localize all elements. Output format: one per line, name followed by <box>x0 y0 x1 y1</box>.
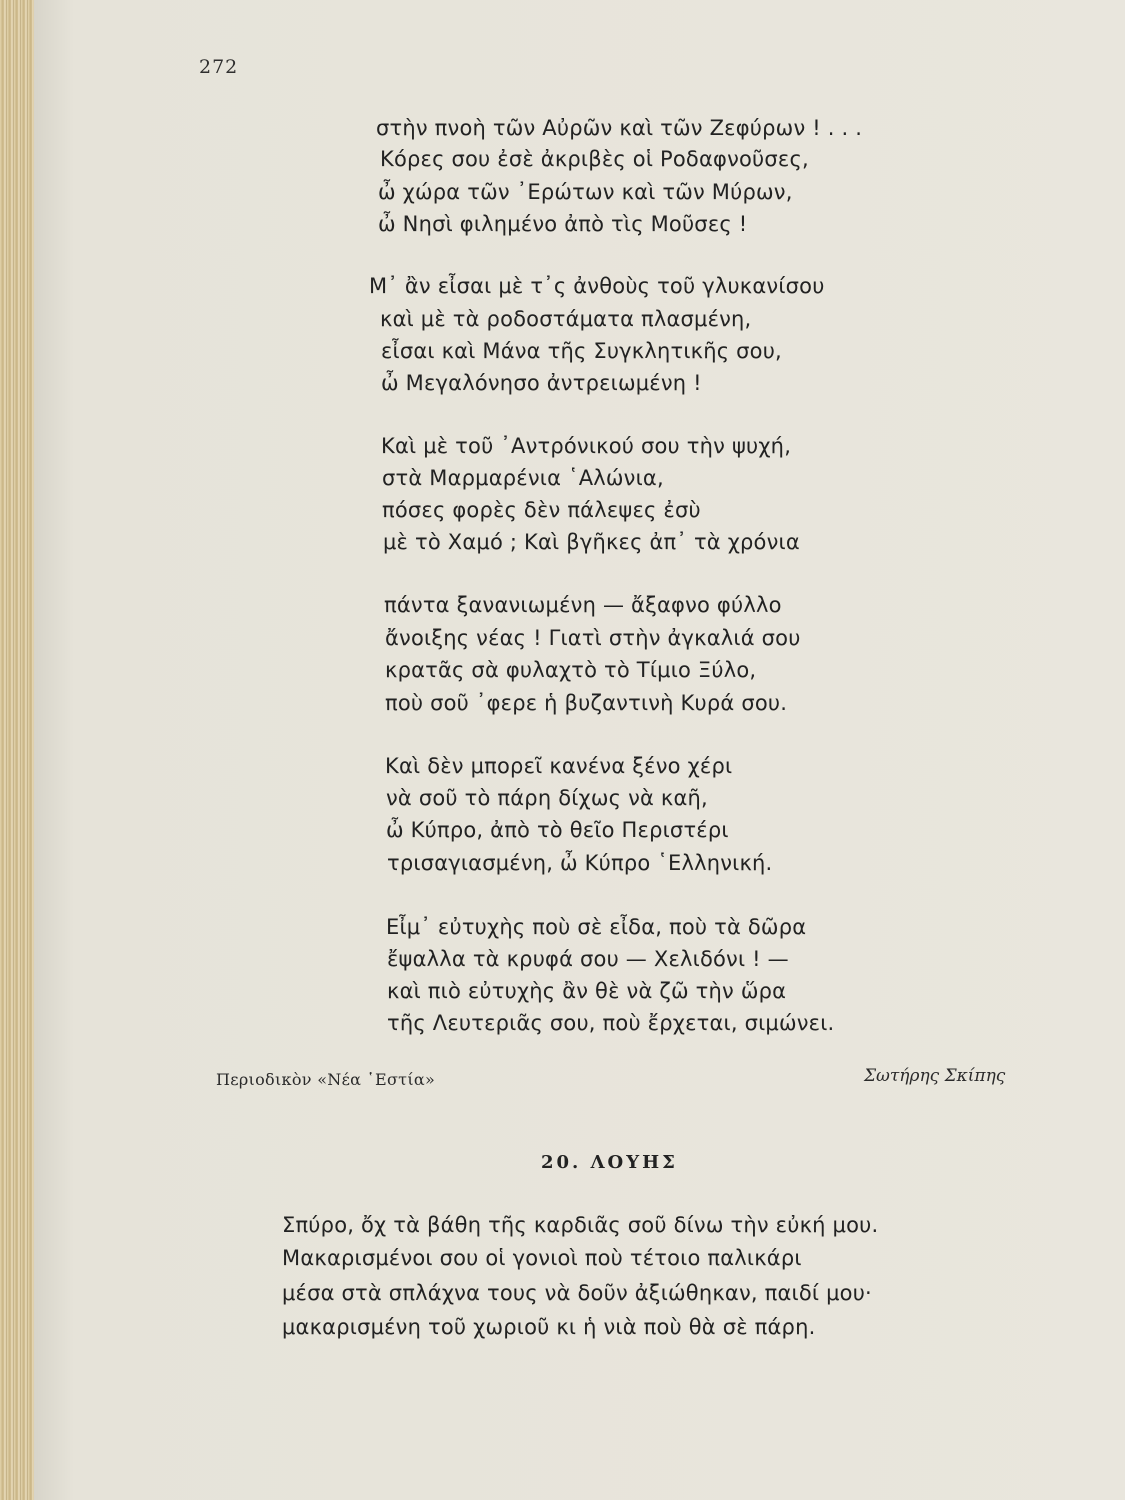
poem-line: ποὺ σοῦ ᾿φερε ἡ βυζαντινὴ Κυρά σου. <box>385 691 788 715</box>
poem-line: Μακαρισμένοι σου οἱ γονιοὶ ποὺ τέτοιο παλικάρι <box>282 1246 802 1270</box>
poem-line: τρισαγιασμένη, ὦ Κύπρο ῾Ελληνική. <box>387 851 773 875</box>
poem-line: Καὶ δὲν μπορεῖ κανένα ξένο χέρι <box>385 754 733 778</box>
poem-line: Καὶ μὲ τοῦ ᾿Αντρόνικού σου τὴν ψυχή, <box>381 434 792 458</box>
section-title: 20. ΛΟΥΗΣ <box>541 1152 678 1173</box>
poem-line: ὦ Νησὶ φιλημένο ἀπὸ τὶς Μοῦσες ! <box>378 212 748 236</box>
poem-line: Μ᾿ ἂν εἶσαι μὲ τ᾿ς ἀνθοὺς τοῦ γλυκανίσου <box>369 274 825 298</box>
poem-line: ὦ χώρα τῶν ᾿Ερώτων καὶ τῶν Μύρων, <box>378 180 793 204</box>
poem-line: μέσα στὰ σπλάχνα τους νὰ δοῦν ἀξιώθηκαν, παιδί μου· <box>282 1281 872 1305</box>
poem-line: ὦ Μεγαλόνησο ἀντρειωμένη ! <box>381 371 702 395</box>
poem-line: ἔψαλλα τὰ κρυφά σου — Χελιδόνι ! — <box>387 947 789 971</box>
poem-line: Σπύρο, ὄχ τὰ βάθη τῆς καρδιᾶς σοῦ δίνω τὴν εὐκή μου. <box>282 1213 879 1237</box>
poem-line: καὶ μὲ τὰ ροδοστάματα πλασμένη, <box>380 307 752 331</box>
poem-line: στὴν πνοὴ τῶν Αὐρῶν καὶ τῶν Ζεφύρων ! . . . <box>376 116 863 140</box>
poem-line: μακαρισμένη τοῦ χωριοῦ κι ἡ νιὰ ποὺ θὰ σὲ πάρη. <box>282 1315 816 1339</box>
poem-line: μὲ τὸ Χαμό ; Καὶ βγῆκες ἀπ᾿ τὰ χρόνια <box>383 530 800 554</box>
poem-author: Σωτήρης Σκίπης <box>864 1066 1006 1086</box>
poem-line: καὶ πιὸ εὐτυχὴς ἂν θὲ νὰ ζῶ τὴν ὥρα <box>387 979 787 1003</box>
poem-line: ὦ Κύπρο, ἀπὸ τὸ θεῖο Περιστέρι <box>386 818 729 842</box>
poem-line: πάντα ξανανιωμένη — ἄξαφνο φύλλο <box>384 593 782 617</box>
poem-line: Εἶμ᾿ εὐτυχὴς ποὺ σὲ εἶδα, ποὺ τὰ δῶρα <box>386 915 807 939</box>
page-number: 272 <box>199 56 239 78</box>
poem-line: ἄνοιξης νέας ! Γιατὶ στὴν ἀγκαλιά σου <box>385 626 801 650</box>
poem-line: πόσες φορὲς δὲν πάλεψες ἐσὺ <box>382 498 701 522</box>
poem-line: τῆς Λευτεριᾶς σου, ποὺ ἔρχεται, σιμώνει. <box>387 1011 835 1035</box>
book-page-edge <box>0 0 34 1500</box>
poem-line: νὰ σοῦ τὸ πάρη δίχως νὰ καῆ, <box>386 786 708 810</box>
poem-line: στὰ Μαρμαρένια ῾Αλώνια, <box>382 466 664 490</box>
source-citation: Περιοδικὸν «Νέα ῾Εστία» <box>216 1070 436 1089</box>
poem-line: Κόρες σου ἐσὲ ἀκριβὲς οἱ Ροδαφνοῦσες, <box>380 147 809 171</box>
poem-line: κρατᾶς σὰ φυλαχτὸ τὸ Τίμιο Ξύλο, <box>385 658 757 682</box>
poem-line: εἶσαι καὶ Μάνα τῆς Συγκλητικῆς σου, <box>381 339 782 363</box>
